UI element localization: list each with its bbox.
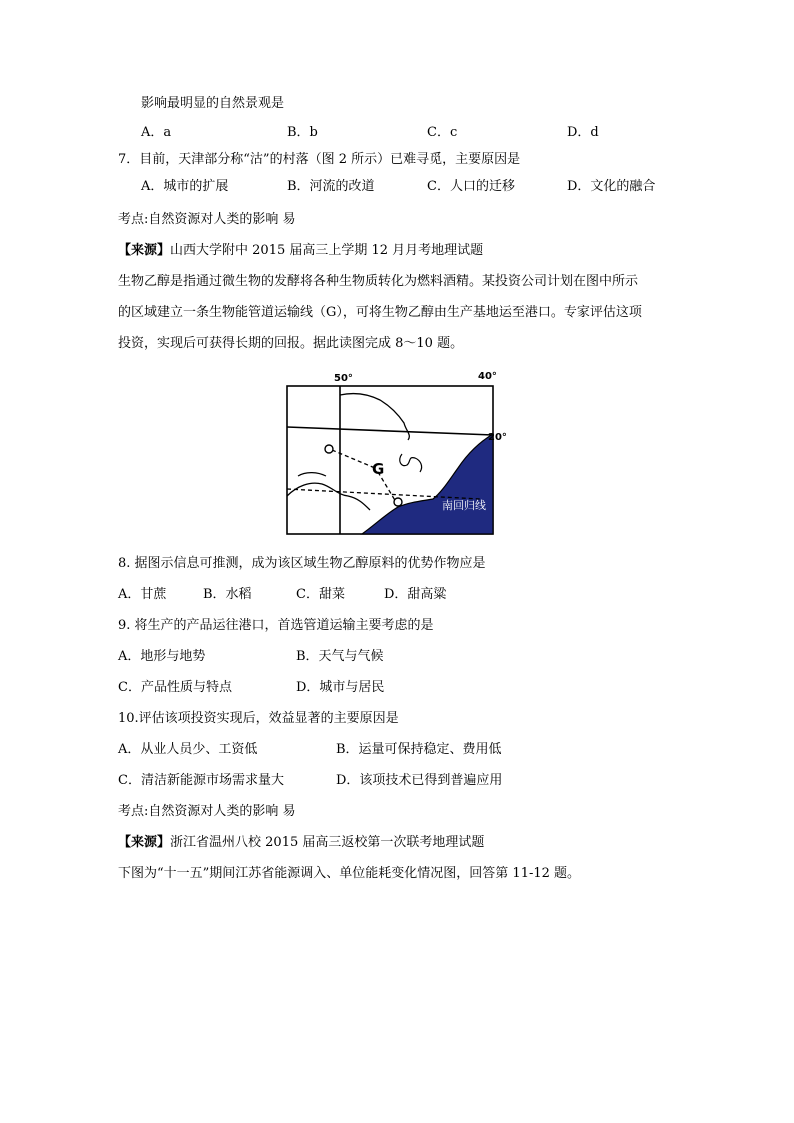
q10-option-b: B．运量可保持稳定、费用低 — [336, 742, 502, 757]
q7-option-b: B．河流的改道 — [287, 179, 375, 194]
q10-option-d: D．该项技术已得到普遍应用 — [336, 773, 503, 788]
q7-option-d: D．文化的融合 — [567, 179, 656, 194]
source-2-tag: 【来源】 — [118, 835, 171, 850]
source-1 — [118, 242, 483, 260]
q8-option-c: C．甜菜 — [296, 587, 345, 602]
q7-stem: 7．目前，天津部分称“沽”的村落（图 2 所示）已难寻觅，主要原因是 — [118, 152, 521, 167]
origin-marker — [325, 445, 333, 453]
q9-option-b: B．天气与气候 — [296, 649, 384, 664]
q9-option-a: A．地形与地势 — [118, 649, 206, 664]
passage-line-3: 投资，实现后可获得长期的回报。据此读图完成 8～10 题。 — [118, 336, 464, 351]
q9-option-c: C．产品性质与特点 — [118, 680, 232, 695]
q6-option-d: D．d — [567, 125, 599, 140]
q8-option-a: A．甘蔗 — [118, 587, 167, 602]
q9-stem: 9. 将生产的产品运往港口，首选管道运输主要考虑的是 — [118, 618, 434, 633]
lon-label-left: 50° — [334, 373, 353, 384]
port-marker — [394, 498, 402, 506]
passage-line-1: 生物乙醇是指通过微生物的发酵将各种生物质转化为燃料酒精。某投资公司计划在图中所示 — [118, 274, 639, 289]
q10-option-a: A．从业人员少、工资低 — [118, 742, 258, 757]
source-2 — [118, 834, 484, 852]
q10-option-c: C．清洁新能源市场需求量大 — [118, 773, 284, 788]
q6-option-b: B．b — [287, 125, 318, 140]
kaodian-2: 考点:自然资源对人类的影响 易 — [118, 804, 296, 819]
passage-line-2: 的区域建立一条生物能管道运输线（G），可将生物乙醇由生产基地运至港口。专家评估这项 — [118, 305, 642, 320]
intro-11-12: 下图为“十一五”期间江苏省能源调入、单位能耗变化情况图，回答第 11-12 题。 — [118, 866, 581, 881]
kaodian-1: 考点:自然资源对人类的影响 易 — [118, 212, 296, 227]
region-map — [280, 368, 507, 538]
source-1-tag: 【来源】 — [118, 243, 171, 258]
lat-label: 20° — [488, 432, 507, 443]
source-1-text: 山西大学附中 2015 届高三上学期 12 月月考地理试题 — [170, 243, 484, 258]
q7-option-a: A．城市的扩展 — [141, 179, 229, 194]
q9-option-d: D．城市与居民 — [296, 680, 385, 695]
q8-option-b: B．水稻 — [203, 587, 252, 602]
q8-stem: 8. 据图示信息可推测，成为该区域生物乙醇原料的优势作物应是 — [118, 556, 486, 571]
lon-label-right: 40° — [478, 371, 497, 382]
tropic-label: 南回归线 — [442, 499, 486, 512]
q8-option-d: D．甜高粱 — [384, 587, 447, 602]
q6-option-a: A．a — [141, 125, 172, 140]
q6-option-c: C．c — [427, 125, 458, 140]
q7-option-c: C．人口的迁移 — [427, 179, 515, 194]
q6-stem-continuation: 影响最明显的自然景观是 — [141, 96, 285, 111]
q10-stem: 10.评估该项投资实现后，效益显著的主要原因是 — [118, 711, 399, 726]
g-label: G — [372, 460, 385, 478]
source-2-text: 浙江省温州八校 2015 届高三返校第一次联考地理试题 — [170, 835, 485, 850]
